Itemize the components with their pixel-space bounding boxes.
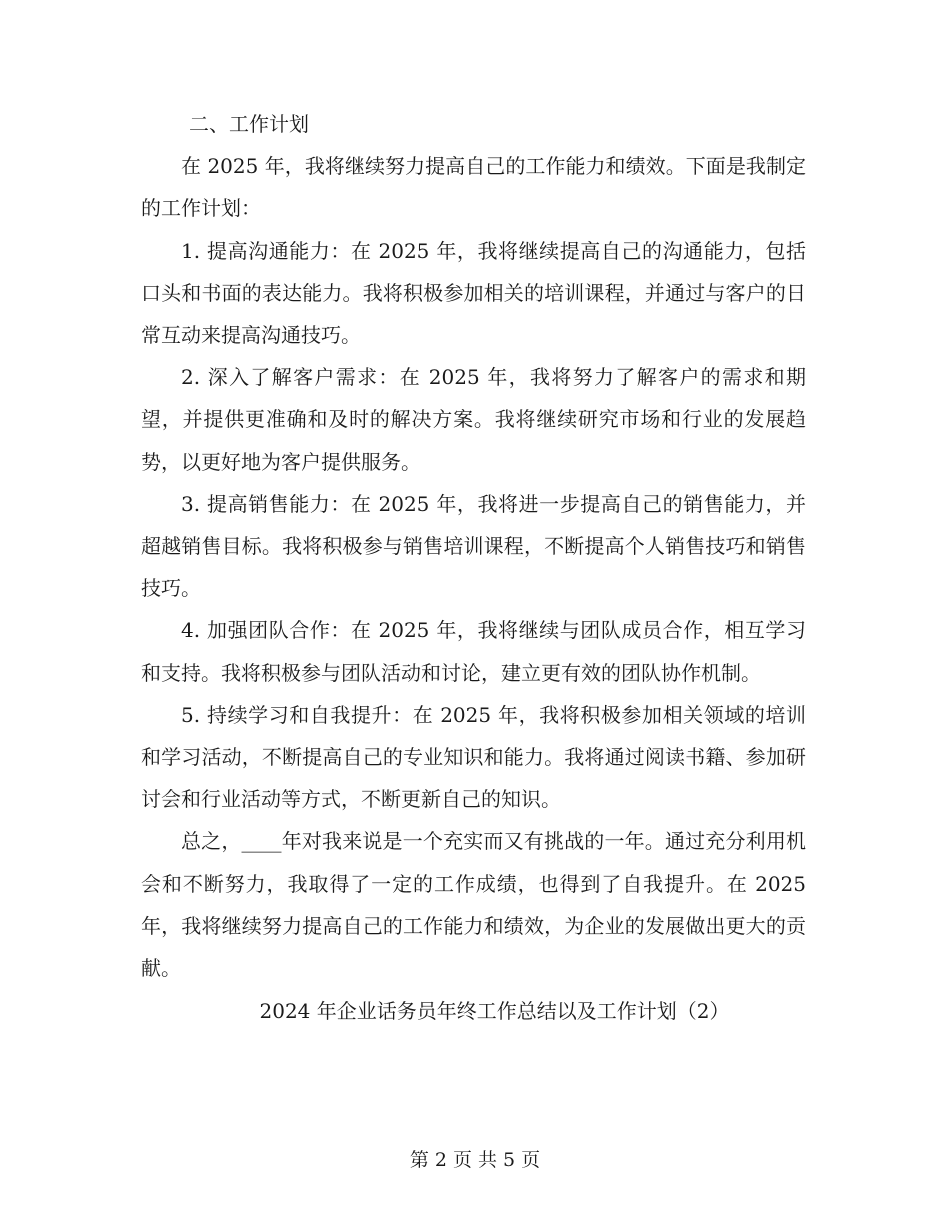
page-number-footer: 第 2 页 共 5 页 bbox=[409, 1149, 541, 1171]
conclusion-paragraph: 总之，____年对我来说是一个充实而又有挑战的一年。通过充分利用机会和不断努力，我取得了一定的工作成绩，也得到了自我提升。在 2025 年，我将继续努力提高自己的工作能力和绩效，为企业的发展做出更大的贡献。 bbox=[141, 829, 806, 981]
intro-paragraph: 在 2025 年，我将继续努力提高自己的工作能力和绩效。下面是我制定的工作计划： bbox=[141, 154, 806, 221]
plan-item-3: 3. 提高销售能力：在 2025 年，我将进一步提高自己的销售能力，并超越销售目标。我将积极参与销售培训课程，不断提高个人销售技巧和销售技巧。 bbox=[141, 491, 806, 601]
section-heading: 二、工作计划 bbox=[189, 112, 309, 136]
document-body bbox=[141, 103, 806, 1032]
plan-item-2: 2. 深入了解客户需求：在 2025 年，我将努力了解客户的需求和期望，并提供更准确和及时的解决方案。我将继续研究市场和行业的发展趋势，以更好地为客户提供服务。 bbox=[141, 365, 806, 474]
plan-item-5: 5. 持续学习和自我提升：在 2025 年，我将积极参加相关领域的培训和学习活动，不断提高自己的专业知识和能力。我将通过阅读书籍、参加研讨会和行业活动等方式，不断更新自己的知识。 bbox=[141, 702, 806, 812]
plan-item-1: 1. 提高沟通能力：在 2025 年，我将继续提高自己的沟通能力，包括口头和书面的表达能力。我将积极参加相关的培训课程，并通过与客户的日常互动来提高沟通技巧。 bbox=[141, 238, 806, 348]
next-section-title: 2024 年企业话务员年终工作总结以及工作计划（2） bbox=[259, 999, 730, 1024]
plan-item-4: 4. 加强团队合作：在 2025 年，我将继续与团队成员合作，相互学习和支持。我将积极参与团队活动和讨论，建立更有效的团队协作机制。 bbox=[141, 618, 806, 685]
